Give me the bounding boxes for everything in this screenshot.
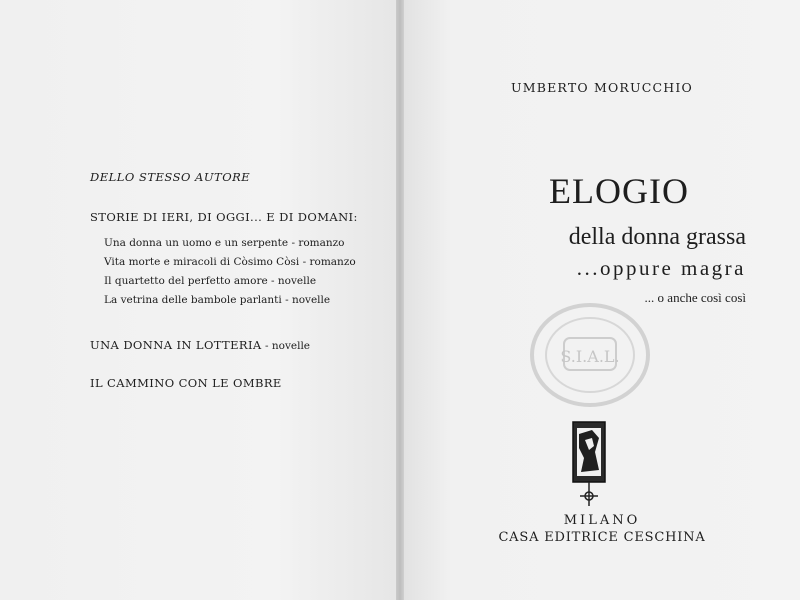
library-stamp-icon: [526, 300, 654, 410]
standalone-work-1-suffix: - novelle: [261, 340, 311, 352]
list-item: Il quartetto del perfetto amore - novelle: [104, 275, 317, 287]
collection-title: STORIE DI IERI, DI OGGI... E DI DOMANI:: [90, 210, 358, 224]
stamp-text: S.I.A.L.: [560, 347, 620, 366]
list-item: Vita morte e miracoli di Còsimo Còsi - romanzo: [104, 256, 356, 268]
list-item: Una donna un uomo e un serpente - romanzo: [104, 237, 345, 249]
publisher-city: MILANO: [563, 513, 641, 528]
subtitle-line-2: ...oppure magra: [576, 256, 746, 280]
book-title: ELOGIO: [549, 171, 689, 211]
publisher-logo-icon: [570, 420, 608, 510]
standalone-work-1-title: UNA DONNA IN LOTTERIA: [90, 338, 262, 352]
standalone-work-1: [90, 338, 380, 352]
other-works-section: [90, 170, 380, 414]
work-list: [104, 234, 380, 310]
author-name: UMBERTO MORUCCHIO: [510, 80, 693, 95]
subtitle-line-1: della donna grassa: [568, 224, 746, 250]
others-heading: DELLO STESSO AUTORE: [90, 170, 251, 184]
book-gutter: [396, 0, 404, 600]
list-item: La vetrina delle bambole parlanti - novelle: [104, 294, 331, 306]
left-page: [0, 0, 396, 600]
subtitle-line-3: ... o anche così così: [644, 290, 746, 305]
publisher-name: CASA EDITRICE CESCHINA: [498, 530, 706, 545]
standalone-work-2: IL CAMMINO CON LE OMBRE: [90, 376, 282, 390]
right-page: [404, 0, 800, 600]
